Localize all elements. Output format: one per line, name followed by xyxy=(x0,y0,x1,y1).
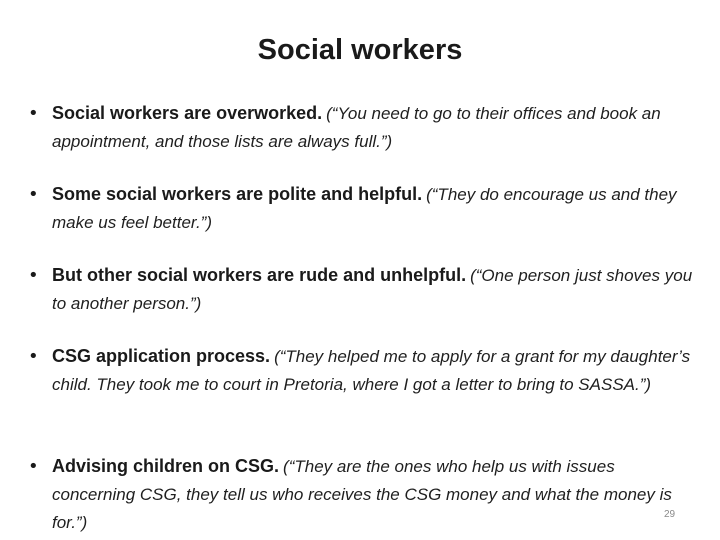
bullet-dot-icon: • xyxy=(28,184,39,205)
bullet-text xyxy=(52,262,700,318)
bullet-lead: Some social workers are polite and helpful. xyxy=(52,184,423,204)
bullet-quote: (“They do encourage us and they make us feel better.”) xyxy=(52,185,677,232)
bullet-text xyxy=(52,343,700,399)
bullet-text xyxy=(52,181,700,237)
bullet-dot-icon: • xyxy=(28,265,39,286)
bullet-quote: (“They are the ones who help us with issues concerning CSG, they tell us who receives the CSG money and what the money is for.”) xyxy=(52,457,672,532)
bullet-dot-icon: • xyxy=(28,103,39,124)
bullet-quote: (“One person just shoves you to another person.”) xyxy=(52,266,693,313)
bullet-text xyxy=(52,100,700,156)
bullet-lead: Social workers are overworked. xyxy=(52,103,323,123)
bullet-dot-icon: • xyxy=(28,456,39,477)
bullet-dot-icon: • xyxy=(28,346,39,367)
bullet-lead: But other social workers are rude and unhelpful. xyxy=(52,265,467,285)
bullet-lead: Advising children on CSG. xyxy=(52,456,280,476)
slide-title: Social workers xyxy=(257,34,463,66)
page-number: 29 xyxy=(664,509,676,520)
bullet-quote: (“They helped me to apply for a grant for my daughter’s child. They took me to court in Pretoria, where I got a letter to bring to SASSA.”) xyxy=(52,347,691,394)
bullet-text xyxy=(52,453,700,537)
bullet-lead: CSG application process. xyxy=(52,346,271,366)
bullet-quote: (“You need to go to their offices and book an appointment, and those lists are always full.”) xyxy=(52,104,661,151)
